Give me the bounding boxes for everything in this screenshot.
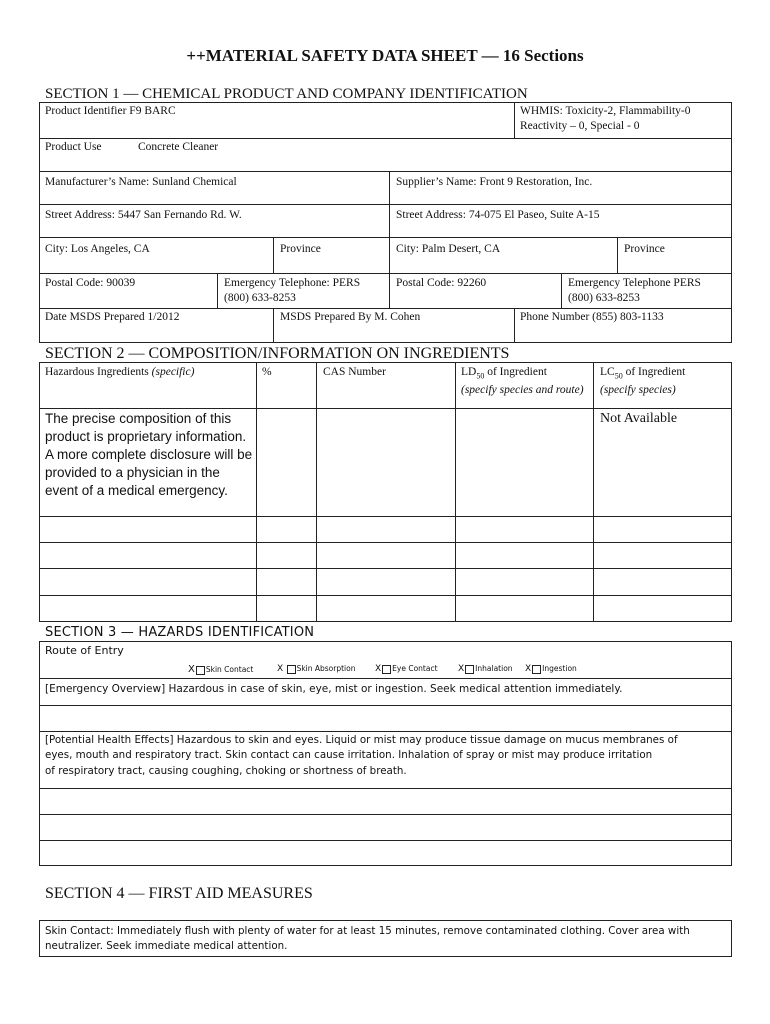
col-lc50 [600, 365, 728, 398]
checkbox-icon[interactable] [532, 665, 541, 674]
skin-contact-first-aid-line-2: neutralizer. Seek immediate medical attention. [45, 940, 288, 952]
route-skin-absorption-label: Skin Absorption [296, 664, 356, 673]
street-address-2: Street Address: 74-075 El Paseo, Suite A-15 [396, 209, 600, 221]
prepared-by: MSDS Prepared By M. Cohen [280, 311, 421, 323]
route-eye-contact [375, 664, 438, 674]
product-use-value: Concrete Cleaner [138, 141, 219, 153]
emergency-telephone-1-line-1: Emergency Telephone: PERS [224, 277, 361, 289]
checkbox-icon[interactable] [196, 666, 205, 675]
col-ld50 [461, 365, 589, 398]
route-of-entry-label: Route of Entry [45, 644, 124, 657]
health-effects-line-1: [Potential Health Effects] Hazardous to skin and eyes. Liquid or mist may produce tissue damage on mucus membranes of [45, 734, 678, 746]
emergency-overview: [Emergency Overview] Hazardous in case of skin, eye, mist or ingestion. Seek medical attention immediately. [45, 683, 623, 695]
emergency-telephone-2-line-1: Emergency Telephone PERS [568, 277, 701, 289]
route-inhalation-label: Inhalation [475, 664, 513, 673]
supplier-name: Supplier’s Name: Front 9 Restoration, Inc. [396, 176, 593, 188]
col-percent: % [262, 366, 272, 378]
phone-number: Phone Number (855) 803-1133 [520, 311, 664, 323]
route-skin-absorption [277, 664, 356, 674]
route-ingestion-label: Ingestion [542, 664, 577, 673]
date-prepared: Date MSDS Prepared 1/2012 [45, 311, 180, 323]
ld-subscript: 50 [476, 371, 485, 381]
lc50-value: Not Available [600, 411, 678, 426]
document-title: ++MATERIAL SAFETY DATA SHEET — 16 Sections [186, 46, 584, 65]
col-hazardous-note: (specific) [151, 366, 195, 378]
province-1: Province [280, 243, 321, 255]
lc-subscript: 50 [614, 371, 623, 381]
province-2: Province [624, 243, 665, 255]
product-use-label: Product Use [45, 141, 102, 153]
route-skin-contact-mark: X [188, 664, 195, 675]
col-hazardous-ingredients [45, 365, 194, 380]
checkbox-icon[interactable] [287, 665, 296, 674]
col-cas-number: CAS Number [323, 366, 386, 378]
route-ingestion [525, 664, 577, 674]
section-4-heading: SECTION 4 — FIRST AID MEASURES [45, 885, 313, 902]
route-eye-contact-label: Eye Contact [392, 664, 438, 673]
section-1-heading: SECTION 1 — CHEMICAL PRODUCT AND COMPANY IDENTIFICATION [45, 86, 528, 102]
section-3-heading: SECTION 3 — HAZARDS IDENTIFICATION [45, 625, 315, 640]
postal-code-1: Postal Code: 90039 [45, 277, 136, 289]
route-skin-contact [188, 664, 253, 675]
ld-suffix: of Ingredient [484, 366, 547, 378]
manufacturer-name: Manufacturer’s Name: Sunland Chemical [45, 176, 237, 188]
emergency-telephone-1-line-2: (800) 633-8253 [224, 292, 296, 304]
product-identifier: Product Identifier F9 BARC [45, 105, 176, 117]
lc-note: (specify species) [600, 384, 676, 397]
health-effects-line-3: of respiratory tract, causing coughing, choking or shortness of breath. [45, 765, 407, 777]
emergency-telephone-2-line-2: (800) 633-8253 [568, 292, 640, 304]
city-1: City: Los Angeles, CA [45, 243, 150, 255]
col-hazardous-label: Hazardous Ingredients [45, 366, 149, 378]
lc-prefix: LC [600, 366, 615, 378]
health-effects-line-2: eyes, mouth and respiratory tract. Skin contact can cause irritation. Inhalation of spray or mist may produce irritation [45, 749, 653, 761]
whmis-line-2: Reactivity – 0, Special - 0 [520, 120, 640, 132]
skin-contact-first-aid-line-1: Skin Contact: Immediately flush with plenty of water for at least 15 minutes, remove contaminated clothing. Cover area with [45, 925, 690, 937]
route-skin-contact-label: Skin Contact [205, 665, 254, 674]
city-2: City: Palm Desert, CA [396, 243, 501, 255]
route-ingestion-mark: X [525, 664, 532, 674]
ld-note: (specify species and route) [461, 384, 584, 397]
lc-suffix: of Ingredient [622, 366, 686, 378]
route-inhalation-mark: X [458, 664, 465, 674]
ld-prefix: LD [461, 366, 477, 378]
checkbox-icon[interactable] [382, 665, 391, 674]
section-2-heading: SECTION 2 — COMPOSITION/INFORMATION ON INGREDIENTS [45, 345, 510, 362]
street-address-1: Street Address: 5447 San Fernando Rd. W. [45, 209, 242, 221]
proprietary-statement: The precise composition of this product is proprietary information. A more complete disclosure will be provided to a physician in the event of a medical emergency. [45, 411, 253, 498]
postal-code-2: Postal Code: 92260 [396, 277, 487, 289]
checkbox-icon[interactable] [465, 665, 474, 674]
route-inhalation [458, 664, 513, 674]
route-skin-absorption-mark: X [277, 664, 284, 674]
whmis-line-1: WHMIS: Toxicity-2, Flammability-0 [520, 105, 691, 117]
route-eye-contact-mark: X [375, 664, 382, 674]
